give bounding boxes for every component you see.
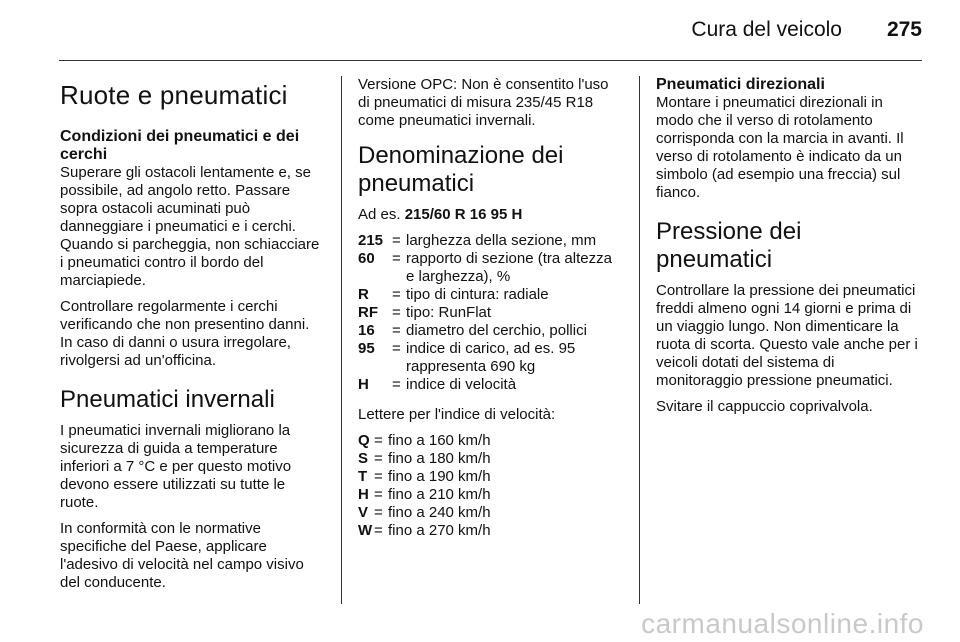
equals-sign: = <box>374 504 383 521</box>
definition-text: fino a 210 km/h <box>388 486 491 503</box>
example-prefix: Ad es. <box>358 206 401 223</box>
column-divider <box>639 76 640 604</box>
definition-text: fino a 180 km/h <box>388 450 491 467</box>
equals-sign: = <box>392 232 401 249</box>
paragraph: Controllare la pressione dei pneumatici freddi almeno ogni 14 giorni e prima di un viaggio lungo. Non dimenticare la ruota di scorta. Questo vale anche per i veicoli dotati del sistema di monitoraggio pressione pneumatici. <box>656 282 918 389</box>
definition-key: H <box>358 376 369 393</box>
equals-sign: = <box>392 376 401 393</box>
header-divider <box>59 60 922 61</box>
definition-row <box>358 486 624 504</box>
definition-row <box>358 286 624 304</box>
definition-text: indice di velocità <box>406 376 517 393</box>
definition-row <box>358 522 624 540</box>
definition-key: Q <box>358 432 370 449</box>
definition-row <box>358 376 624 394</box>
definition-key: RF <box>358 304 378 321</box>
definition-key: 16 <box>358 322 375 339</box>
designation-list <box>358 232 624 394</box>
definition-text: indice di carico, ad es. 95 rappresenta 690 kg <box>406 340 576 375</box>
speed-index-list <box>358 432 624 540</box>
section-heading-pressure: Pressione dei pneumatici <box>656 218 802 273</box>
equals-sign: = <box>374 486 383 503</box>
definition-row <box>358 250 624 286</box>
paragraph: Controllare regolarmente i cerchi verificando che non presentino danni. In caso di danni o usura irregolare, rivolgersi ad un'officina. <box>60 298 310 369</box>
column-left <box>60 76 325 600</box>
equals-sign: = <box>392 304 401 321</box>
definition-text: rapporto di sezione (tra altezza e larghezza), % <box>406 250 612 285</box>
column-right <box>656 76 922 424</box>
example-line <box>358 206 624 224</box>
example-value: 215/60 R 16 95 H <box>404 206 523 223</box>
definition-row <box>358 322 624 340</box>
chapter-title: Ruote e pneumatici <box>60 80 288 110</box>
paragraph: Superare gli ostacoli lentamente e, se possibile, ad angolo retto. Passare sopra ostacoli acuminati può danneggiare i pneumatici e i cerchi. Quando si parcheggia, non schiacciare i pneumatici contro il bordo del marciapiede. <box>60 164 320 289</box>
definition-row <box>358 432 624 450</box>
section-heading-winter-tyres: Pneumatici invernali <box>60 386 275 413</box>
definition-key: R <box>358 286 369 303</box>
definition-text: tipo: RunFlat <box>406 304 492 321</box>
equals-sign: = <box>374 450 383 467</box>
definition-key: W <box>358 522 373 539</box>
paragraph: Svitare il cappuccio coprivalvola. <box>656 398 873 415</box>
definition-row <box>358 340 624 376</box>
equals-sign: = <box>374 522 383 539</box>
column-middle <box>358 76 624 550</box>
definition-key: 60 <box>358 250 375 267</box>
section-heading-conditions: Condizioni dei pneumatici e dei cerchi <box>60 128 300 163</box>
definition-key: T <box>358 468 368 485</box>
definition-text: fino a 240 km/h <box>388 504 491 521</box>
column-divider <box>341 76 342 604</box>
definition-key: 95 <box>358 340 375 357</box>
watermark: carmanualsonline.info <box>641 608 924 639</box>
definition-key: S <box>358 450 369 467</box>
definition-row <box>358 468 624 486</box>
equals-sign: = <box>374 468 383 485</box>
section-title: Cura del veicolo <box>691 18 842 41</box>
equals-sign: = <box>392 250 401 267</box>
definition-text: larghezza della sezione, mm <box>406 232 597 249</box>
paragraph: I pneumatici invernali migliorano la sicurezza di guida a temperature inferiori a 7 °C e per questo motivo devono essere utilizzati su tutte le ruote. <box>60 422 292 511</box>
definition-text: fino a 160 km/h <box>388 432 491 449</box>
definition-key: 215 <box>358 232 384 249</box>
definition-row <box>358 450 624 468</box>
equals-sign: = <box>374 432 383 449</box>
definition-row <box>358 232 624 250</box>
equals-sign: = <box>392 340 401 357</box>
paragraph: In conformità con le normative specifiche del Paese, applicare l'adesivo di velocità nel campo visivo del conducente. <box>60 520 304 591</box>
definition-text: fino a 190 km/h <box>388 468 491 485</box>
page-number: 275 <box>886 18 922 41</box>
equals-sign: = <box>392 322 401 339</box>
paragraph: Versione OPC: Non è consentito l'uso di pneumatici di misura 235/45 R18 come pneumatici invernali. <box>358 76 609 129</box>
paragraph: Montare i pneumatici direzionali in modo che il verso di rotolamento corrisponda con la marcia in avanti. Il verso di rotolamento è indicato da un simbolo (ad esempio una freccia) sul fianco. <box>656 94 904 201</box>
definition-row <box>358 504 624 522</box>
paragraph: Lettere per l'indice di velocità: <box>358 406 556 423</box>
section-heading-directional: Pneumatici direzionali <box>656 76 825 93</box>
definition-key: V <box>358 504 369 521</box>
section-heading-designation: Denominazione dei pneumatici <box>358 142 564 197</box>
definition-key: H <box>358 486 369 503</box>
equals-sign: = <box>392 286 401 303</box>
definition-row <box>358 304 624 322</box>
definition-text: tipo di cintura: radiale <box>406 286 549 303</box>
definition-text: diametro del cerchio, pollici <box>406 322 587 339</box>
definition-text: fino a 270 km/h <box>388 522 491 539</box>
